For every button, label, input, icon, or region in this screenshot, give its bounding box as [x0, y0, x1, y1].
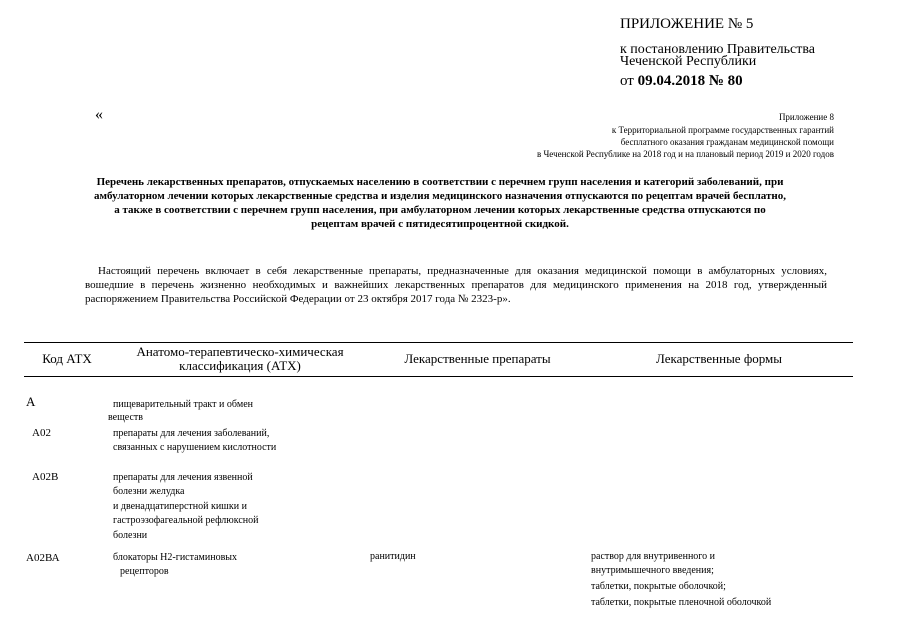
appendix-5-title: ПРИЛОЖЕНИЕ № 5 [620, 16, 754, 32]
table-row-form-line: внутримышечного введения; [591, 565, 714, 576]
appendix-8-line-3: в Чеченской Республике на 2018 год и на плановый период 2019 и 2020 годов [536, 149, 834, 159]
table-row-atc-line: веществ [108, 412, 144, 423]
table-row-atc-line: рецепторов [120, 566, 169, 577]
table-row-atc-line: блокаторы Н2-гистаминовых [113, 552, 238, 563]
table-row-atc-line: связанных с нарушением кислотности [113, 442, 277, 453]
table-row-atc-line: пищеварительный тракт и обмен [113, 399, 253, 410]
table-row-code: А02В [32, 471, 59, 483]
appendix-8-title: Приложение 8 [778, 112, 834, 122]
date-prefix: от [620, 73, 634, 89]
opening-quote: « [95, 106, 103, 123]
header-forms: Лекарственные формы [655, 351, 783, 366]
resolution-line-1: к постановлению Правительства [620, 42, 816, 57]
header-atc-line-1: Анатомо-терапевтическо-химическая [136, 344, 344, 359]
table-row-atc-line: болезни желудка [113, 486, 185, 497]
header-drugs: Лекарственные препараты [404, 351, 551, 366]
header-atc [110, 345, 370, 373]
document-title: Перечень лекарственных препаратов, отпускаемых населению в соответствии с перечнем групп населения и категорий заболеваний, при амбулаторном лечении которых лекарственные средства и изделия медицинского назначения отпускаются по рецептам врачей бесплатно, а также в соответствии с перечнем групп населения, при амбулаторном лечении которых лекарственные средства отпускаются по рецептам врачей с пятидесятипроцентной скидкой. [94, 176, 786, 230]
appendix-8-line-2: бесплатного оказания гражданам медицинской помощи [620, 137, 834, 147]
table-row-form-line: таблетки, покрытые пленочной оболочкой [591, 597, 772, 608]
resolution-line-2: Чеченской Республики [620, 54, 757, 69]
date-number: 09.04.2018 № 80 [637, 73, 743, 89]
table-row-atc-line: и двенадцатиперстной кишки и [113, 501, 247, 512]
table-header [24, 342, 853, 377]
table-row-atc-line: препараты для лечения заболеваний, [113, 428, 270, 439]
table-row-atc-line: гастроэзофагеальной рефлюксной [113, 515, 259, 526]
table-row-atc-line: болезни [113, 530, 148, 541]
resolution-date [620, 73, 743, 90]
intro-paragraph: Настоящий перечень включает в себя лекарственные препараты, предназначенные для оказания медицинской помощи в амбулаторных условиях, вошедшие в перечень жизненно необходимых и важнейших лекарственных препаратов для медицинского применения на 2018 год, утвержденный распоряжением Правительства Российской Федерации от 23 октября 2017 года № 2323-р». [85, 265, 827, 305]
table-row-code: А02ВА [26, 552, 60, 564]
table-row-form-line: раствор для внутривенного и [591, 551, 716, 562]
table-row-drug: ранитидин [370, 551, 416, 562]
header-code: Код АТХ [42, 351, 92, 366]
appendix-8-line-1: к Территориальной программе государственных гарантий [611, 125, 834, 135]
header-atc-line-2: классификация (АТХ) [179, 358, 301, 373]
table-row-code: А02 [32, 427, 51, 439]
table-row-atc-line: препараты для лечения язвенной [113, 472, 253, 483]
table-row-form-line: таблетки, покрытые оболочкой; [591, 581, 726, 592]
table-row-code: А [26, 394, 36, 409]
